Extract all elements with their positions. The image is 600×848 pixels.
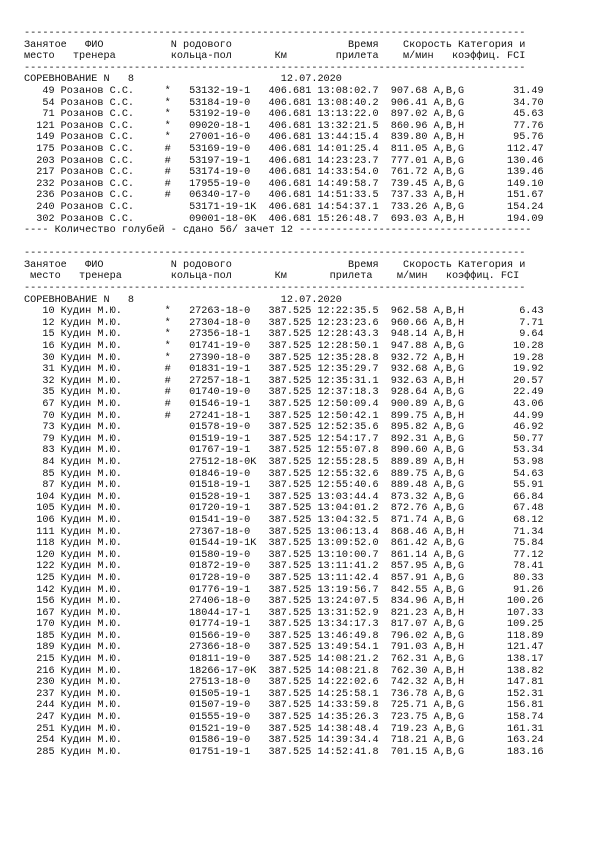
result-row: 203 Розанов С.С. # 53197-19-1 406.681 14:23:23.7 777.01 A,B,G 130.46 — [24, 155, 544, 167]
result-row: 156 Кудин М.Ю. 27406-18-0 387.525 13:24:07.5 834.96 A,B,H 100.26 — [24, 596, 544, 608]
result-row: 175 Розанов С.С. # 53169-19-0 406.681 14:01:25.4 811.05 A,B,G 112.47 — [24, 143, 544, 155]
result-row: 149 Розанов С.С. * 27001-16-0 406.681 13:44:15.4 839.80 A,B,H 95.76 — [24, 132, 544, 144]
column-header-line-2: место тренера кольца-пол Км прилета м/мин коэффиц. FCI — [24, 51, 526, 63]
section-spacer — [24, 237, 580, 249]
result-row: 49 Розанов С.С. * 53132-19-1 406.681 13:08:02.7 907.68 A,B,G 31.49 — [24, 85, 544, 97]
result-row: 105 Кудин М.Ю. 01720-19-1 387.525 13:04:01.2 872.76 A,B,G 67.48 — [24, 503, 544, 515]
result-row: 79 Кудин М.Ю. 01519-19-1 387.525 12:54:17.7 892.31 A,B,G 50.77 — [24, 433, 544, 445]
result-row: 125 Кудин М.Ю. 01728-19-0 387.525 13:11:42.4 857.91 A,B,G 80.33 — [24, 572, 544, 584]
result-row: 185 Кудин М.Ю. 01566-19-0 387.525 13:46:49.8 796.02 A,B,G 118.89 — [24, 630, 544, 642]
results-section-kudin — [24, 248, 580, 758]
result-row: 67 Кудин М.Ю. # 01546-19-1 387.525 12:50:09.4 900.89 A,B,G 43.06 — [24, 399, 544, 410]
result-row: 237 Кудин М.Ю. 01505-19-1 387.525 14:25:58.1 736.78 A,B,G 152.31 — [24, 688, 544, 700]
result-row: 121 Розанов С.С. * 09020-18-1 406.681 13:32:21.5 860.96 A,B,H 77.76 — [24, 120, 544, 132]
result-row: 16 Кудин М.Ю. * 01741-19-0 387.525 12:28:50.1 947.88 A,B,G 10.28 — [24, 341, 544, 353]
result-row: 302 Розанов С.С. 09001-18-0K 406.681 15:26:48.7 693.03 A,B,H 194.09 — [24, 213, 544, 225]
dash-rule: ---------------------------------------------------------------------------------- — [24, 248, 526, 260]
result-row: 251 Кудин М.Ю. 01521-19-0 387.525 14:38:48.4 719.23 A,B,G 161.31 — [24, 723, 544, 735]
result-row: 54 Розанов С.С. * 53184-19-0 406.681 13:08:40.2 906.41 A,B,G 34.70 — [24, 97, 544, 109]
result-rows — [24, 306, 580, 758]
result-row: 240 Розанов С.С. 53171-19-1K 406.681 14:54:37.1 733.26 A,B,G 154.24 — [24, 201, 544, 213]
result-row: 111 Кудин М.Ю. 27367-18-0 387.525 13:06:13.4 868.46 A,B,H 71.34 — [24, 526, 544, 538]
results-section-rozanov — [24, 28, 580, 237]
result-row: 244 Кудин М.Ю. 01507-19-0 387.525 14:33:59.8 725.71 A,B,G 156.81 — [24, 700, 544, 712]
result-row: 32 Кудин М.Ю. # 27257-18-1 387.525 12:35:31.1 932.63 A,B,H 20.57 — [24, 375, 544, 387]
result-row: 215 Кудин М.Ю. 01811-19-0 387.525 14:08:21.2 762.31 A,B,G 138.17 — [24, 654, 544, 666]
result-row: 104 Кудин М.Ю. 01528-19-1 387.525 13:03:44.4 873.32 A,B,G 66.84 — [24, 491, 544, 503]
result-row: 10 Кудин М.Ю. * 27263-18-0 387.525 12:22:35.5 962.58 A,B,H 6.43 — [24, 306, 544, 318]
result-row: 120 Кудин М.Ю. 01580-19-0 387.525 13:10:00.7 861.14 A,B,G 77.12 — [24, 549, 544, 561]
column-header-line-2: место тренера кольца-пол Км прилета м/мин коэффиц. FCI — [24, 271, 520, 283]
result-row: 167 Кудин М.Ю. 18044-17-1 387.525 13:31:52.9 821.23 A,B,H 107.33 — [24, 607, 544, 619]
competition-line: СОРЕВНОВАНИЕ N 8 12.07.2020 — [24, 294, 342, 306]
result-row: 232 Розанов С.С. # 17955-19-0 406.681 14:49:58.7 739.45 A,B,G 149.10 — [24, 178, 544, 190]
result-row: 236 Розанов С.С. # 06340-17-0 406.681 14:51:33.5 737.33 A,B,H 151.67 — [24, 190, 544, 202]
result-row: 71 Розанов С.С. * 53192-19-0 406.681 13:13:22.0 897.02 A,B,G 45.63 — [24, 109, 544, 121]
result-row: 247 Кудин М.Ю. 01555-19-0 387.525 14:35:26.3 723.75 A,B,G 158.74 — [24, 712, 544, 724]
result-row: 83 Кудин М.Ю. 01767-19-1 387.525 12:55:07.8 890.60 A,B,G 53.34 — [24, 445, 544, 457]
result-row: 106 Кудин М.Ю. 01541-19-0 387.525 13:04:32.5 871.74 A,B,G 68.12 — [24, 514, 544, 526]
result-row: 142 Кудин М.Ю. 01776-19-1 387.525 13:19:56.7 842.55 A,B,G 91.26 — [24, 584, 544, 596]
result-row: 87 Кудин М.Ю. 01518-19-1 387.525 12:55:40.6 889.48 A,B,G 55.91 — [24, 480, 544, 492]
competition-line: СОРЕВНОВАНИЕ N 8 12.07.2020 — [24, 74, 342, 86]
result-row: 73 Кудин М.Ю. 01578-19-0 387.525 12:52:35.6 895.82 A,B,G 46.92 — [24, 422, 544, 434]
result-row: 30 Кудин М.Ю. * 27390-18-0 387.525 12:35:28.8 932.72 A,B,H 19.28 — [24, 352, 544, 364]
result-row: 84 Кудин М.Ю. 27512-18-0K 387.525 12:55:28.5 889.89 A,B,H 53.98 — [24, 456, 544, 468]
dash-rule: ---------------------------------------------------------------------------------- — [24, 28, 526, 39]
result-row: 12 Кудин М.Ю. * 27304-18-0 387.525 12:23:23.6 960.66 A,B,H 7.71 — [24, 317, 544, 329]
result-row: 122 Кудин М.Ю. 01872-19-0 387.525 13:11:41.2 857.95 A,B,G 78.41 — [24, 561, 544, 573]
results-sheet — [24, 28, 580, 758]
result-row: 285 Кудин М.Ю. 01751-19-1 387.525 14:52:41.8 701.15 A,B,G 183.16 — [24, 746, 544, 758]
result-row: 15 Кудин М.Ю. * 27356-18-1 387.525 12:28:43.3 948.14 A,B,H 9.64 — [24, 329, 544, 341]
result-rows — [24, 86, 580, 225]
result-row: 217 Розанов С.С. # 53174-19-0 406.681 14:33:54.0 761.72 A,B,G 139.46 — [24, 167, 544, 179]
result-row: 70 Кудин М.Ю. # 27241-18-1 387.525 12:50:42.1 899.75 A,B,H 44.99 — [24, 410, 544, 422]
result-row: 85 Кудин М.Ю. 01846-19-0 387.525 12:55:32.6 889.75 A,B,G 54.63 — [24, 468, 544, 480]
result-row: 118 Кудин М.Ю. 01544-19-1K 387.525 13:09:52.0 861.42 A,B,G 75.84 — [24, 538, 544, 550]
result-row: 216 Кудин М.Ю. 18266-17-0K 387.525 14:08:21.8 762.30 A,B,H 138.82 — [24, 665, 544, 677]
dash-rule: ---------------------------------------------------------------------------------- — [24, 283, 526, 295]
column-header-line-1: Занятое ФИО N родового Время Скорость Категория и — [24, 39, 526, 51]
dash-rule: ---------------------------------------------------------------------------------- — [24, 62, 526, 74]
column-header-line-1: Занятое ФИО N родового Время Скорость Категория и — [24, 259, 526, 271]
result-row: 35 Кудин М.Ю. # 01740-19-0 387.525 12:37:18.3 928.64 A,B,G 22.49 — [24, 387, 544, 399]
result-row: 170 Кудин М.Ю. 01774-19-1 387.525 13:34:17.3 817.07 A,B,G 109.25 — [24, 619, 544, 631]
result-row: 230 Кудин М.Ю. 27513-18-0 387.525 14:22:02.6 742.32 A,B,H 147.81 — [24, 677, 544, 689]
result-row: 254 Кудин М.Ю. 01586-19-0 387.525 14:39:34.4 718.21 A,B,G 163.24 — [24, 735, 544, 747]
result-row: 189 Кудин М.Ю. 27366-18-0 387.525 13:49:54.1 791.03 A,B,H 121.47 — [24, 642, 544, 654]
section-footer: ---- Количество голубей - сдано 56/ зачет 12 -------------------------------------- — [24, 225, 532, 237]
result-row: 31 Кудин М.Ю. # 01831-19-1 387.525 12:35:29.7 932.68 A,B,G 19.92 — [24, 364, 544, 376]
